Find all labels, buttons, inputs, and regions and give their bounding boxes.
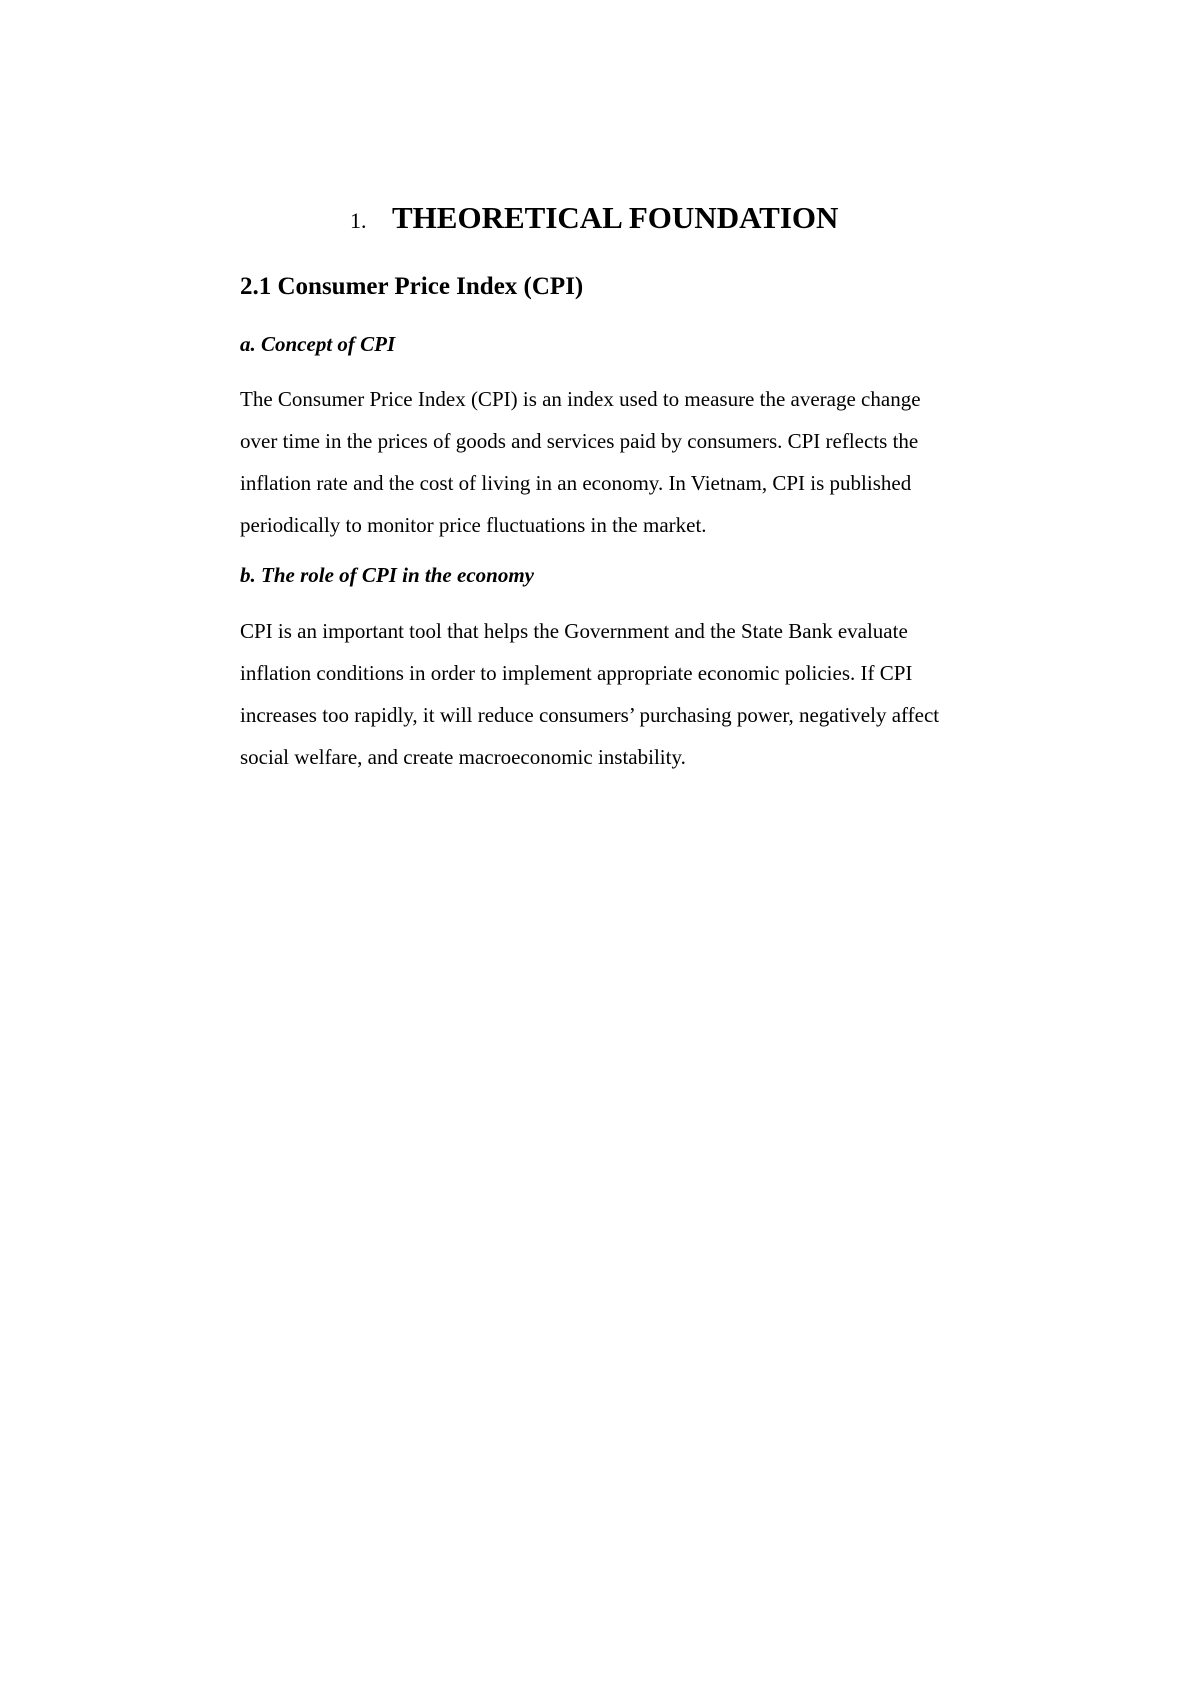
subsection-heading-role: b. The role of CPI in the economy	[240, 563, 534, 587]
paragraph-line: CPI is an important tool that helps the Government and the State Bank evaluate	[240, 619, 908, 643]
subsection-heading-concept: a. Concept of CPI	[240, 332, 396, 356]
paragraph-line: increases too rapidly, it will reduce consumers’ purchasing power, negatively affect	[240, 703, 940, 727]
paragraph-line: The Consumer Price Index (CPI) is an index used to measure the average change	[240, 387, 921, 411]
paragraph-line: periodically to monitor price fluctuations in the market.	[240, 513, 707, 537]
section-heading: 2.1 Consumer Price Index (CPI)	[240, 273, 584, 300]
paragraph-line: inflation rate and the cost of living in an economy. In Vietnam, CPI is published	[240, 471, 912, 495]
paragraph-line: over time in the prices of goods and services paid by consumers. CPI reflects the	[240, 429, 919, 453]
chapter-title: THEORETICAL FOUNDATION	[392, 200, 839, 235]
chapter-heading	[350, 198, 1050, 244]
paragraph-line: social welfare, and create macroeconomic instability.	[240, 745, 686, 769]
paragraph-concept	[240, 378, 1070, 546]
chapter-number: 1.	[350, 208, 367, 233]
paragraph-role	[240, 610, 1070, 778]
paragraph-line: inflation conditions in order to implement appropriate economic policies. If CPI	[240, 661, 913, 685]
